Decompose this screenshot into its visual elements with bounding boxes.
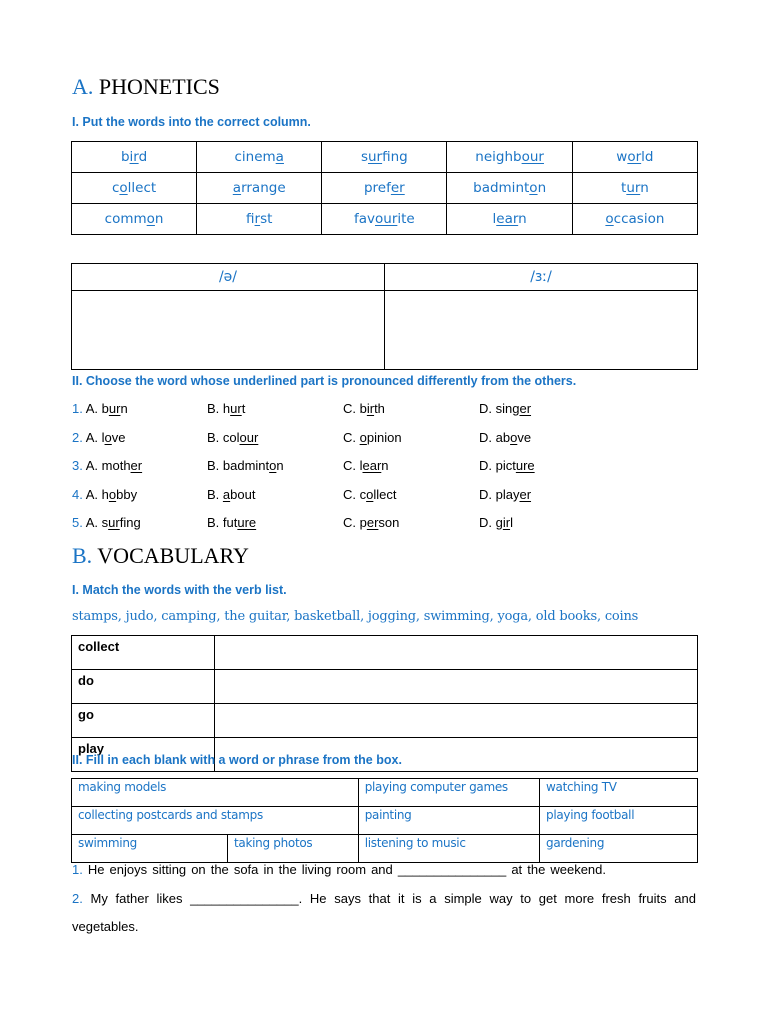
task-a2-heading: II. Choose the word whose underlined part is pronounced differently from the others.	[72, 374, 577, 388]
section-a-title: PHONETICS	[98, 74, 220, 99]
underlined-sound: our	[239, 429, 259, 445]
option-text: B. about	[207, 486, 256, 502]
underlined-sound: o	[529, 180, 538, 196]
option-b[interactable]	[207, 401, 245, 416]
question-number: 1.	[72, 401, 86, 416]
sentence-blank[interactable]: _______________	[397, 862, 507, 877]
verb-label: go	[72, 704, 215, 738]
phrase-box-cell: swimming	[72, 835, 228, 863]
task-a1-heading: I. Put the words into the correct column.	[72, 115, 311, 129]
section-b-title: VOCABULARY	[97, 543, 249, 568]
word: bird	[120, 149, 148, 165]
verb-label: collect	[72, 636, 215, 670]
section-b-letter: B.	[72, 543, 93, 568]
sentence-number: 2.	[72, 891, 83, 906]
phrase-box-cell: taking photos	[228, 835, 359, 863]
question-number: 4.	[72, 486, 86, 502]
word: prefer	[363, 180, 405, 196]
verb-answer-cell[interactable]	[215, 636, 698, 670]
option-d[interactable]	[479, 487, 531, 502]
option-a[interactable]	[72, 430, 126, 445]
option-text: C. learn	[343, 458, 389, 473]
underlined-sound: o	[359, 429, 367, 445]
option-text: D. picture	[479, 458, 535, 473]
word-cell	[447, 204, 572, 235]
phrase-box-cell: painting	[358, 807, 539, 835]
word: common	[104, 211, 164, 227]
sentence-text: at the weekend.	[506, 862, 606, 877]
verb-answer-cell[interactable]	[215, 670, 698, 704]
underlined-sound: o	[119, 180, 128, 196]
option-text: C. collect	[343, 486, 397, 502]
word: cinema	[234, 149, 284, 165]
word-cell	[322, 142, 447, 173]
option-text: A. burn	[85, 401, 128, 416]
word: occasion	[605, 211, 665, 227]
option-c[interactable]	[343, 487, 396, 502]
underlined-sound: o	[605, 211, 614, 227]
option-c[interactable]	[343, 430, 402, 445]
underlined-sound: a	[232, 180, 242, 196]
underlined-sound: o	[366, 486, 374, 502]
option-text: A. love	[85, 429, 126, 445]
option-text: B. hurt	[207, 401, 246, 416]
column-schwa-answer-cell[interactable]	[72, 291, 385, 370]
phrase-box-cell: collecting postcards and stamps	[72, 807, 359, 835]
underlined-sound: or	[627, 149, 642, 165]
word: badminton	[473, 180, 547, 196]
option-text: C. person	[343, 515, 400, 530]
column-er-answer-cell[interactable]	[384, 291, 697, 370]
word-cell	[72, 142, 197, 173]
underlined-sound: ear	[362, 458, 382, 473]
underlined-sound: ear	[496, 211, 519, 227]
word-table	[71, 141, 698, 235]
sentence-blank[interactable]: _______________	[190, 891, 299, 906]
word: world	[616, 149, 654, 165]
underlined-sound: er	[519, 486, 532, 502]
word-cell	[72, 204, 197, 235]
column-er-header: /ɜː/	[384, 264, 697, 291]
underlined-sound: o	[104, 429, 112, 445]
phrase-box-cell: listening to music	[358, 835, 539, 863]
phrase-box-cell: watching TV	[540, 779, 698, 807]
option-text: C. opinion	[343, 429, 402, 445]
word: surfing	[360, 149, 408, 165]
option-text: C. birth	[343, 401, 385, 416]
phrase-box-cell: making models	[72, 779, 359, 807]
sentence-number: 1.	[72, 862, 83, 877]
word: collect	[111, 180, 157, 196]
sentence-text: He enjoys sitting on the sofa in the living room and	[82, 862, 398, 877]
option-a[interactable]	[72, 515, 141, 530]
word-cell	[197, 173, 322, 204]
option-c[interactable]	[343, 458, 389, 473]
word-row	[72, 204, 698, 235]
verb-row	[72, 636, 698, 670]
option-d[interactable]	[479, 401, 531, 416]
question-number: 5.	[72, 515, 86, 530]
word: arrange	[232, 180, 286, 196]
option-text: D. singer	[479, 401, 532, 416]
underlined-sound: ir	[254, 211, 261, 227]
task-b1-heading: I. Match the words with the verb list.	[72, 583, 287, 597]
underlined-sound: our	[521, 149, 544, 165]
word: first	[246, 211, 273, 227]
word-cell	[572, 142, 697, 173]
underlined-sound: ir	[502, 515, 511, 530]
underlined-sound: ure	[515, 458, 535, 473]
question-number: 3.	[72, 458, 86, 473]
word-cell	[447, 173, 572, 204]
sentence-text: . He says that it is a simple way to get more fresh fruits and	[298, 891, 696, 906]
word-cell	[322, 173, 447, 204]
verb-answer-cell[interactable]	[215, 704, 698, 738]
option-a[interactable]	[72, 487, 137, 502]
option-a[interactable]	[72, 458, 142, 473]
option-text: B. colour	[207, 429, 259, 445]
word-row	[72, 142, 698, 173]
phrase-box-cell: playing football	[540, 807, 698, 835]
option-text: D. above	[479, 429, 532, 445]
verb-label: do	[72, 670, 215, 704]
underlined-sound: ur	[108, 401, 121, 416]
underlined-sound: er	[519, 401, 532, 416]
sentence-text: My father likes	[82, 891, 191, 906]
word: turn	[621, 180, 649, 196]
fill-sentence-2	[72, 891, 696, 906]
option-b[interactable]	[207, 487, 255, 502]
question-number: 2.	[72, 429, 86, 445]
sort-table	[71, 263, 698, 370]
underlined-sound: a	[275, 149, 284, 165]
underlined-sound: ir	[366, 401, 375, 416]
option-text: B. badminton	[207, 458, 284, 473]
option-a[interactable]	[72, 401, 128, 416]
word-cell	[197, 204, 322, 235]
underlined-sound: er	[366, 515, 379, 530]
verb-row	[72, 670, 698, 704]
option-text: A. mother	[85, 458, 143, 473]
underlined-sound: ur	[368, 149, 383, 165]
word: neighbour	[475, 149, 544, 165]
column-schwa-header: /ə/	[72, 264, 385, 291]
word: favourite	[353, 211, 415, 227]
underlined-sound: ur	[626, 180, 641, 196]
option-d[interactable]	[479, 515, 513, 530]
option-text: D. player	[479, 486, 532, 502]
fill-sentence-2-continued: vegetables.	[72, 919, 139, 934]
verb-row	[72, 704, 698, 738]
verb-label: play	[72, 738, 215, 772]
verb-table	[71, 635, 698, 772]
option-b[interactable]	[207, 430, 258, 445]
underlined-sound: ur	[108, 515, 120, 530]
word-cell	[72, 173, 197, 204]
word-cell	[197, 142, 322, 173]
option-d[interactable]	[479, 430, 531, 445]
word-cell	[322, 204, 447, 235]
task-b2-heading: II. Fill in each blank with a word or phrase from the box.	[72, 753, 402, 767]
word-list: stamps, judo, camping, the guitar, basketball, jogging, swimming, yoga, old books, coins	[72, 609, 639, 624]
underlined-sound: o	[146, 211, 155, 227]
underlined-sound: er	[390, 180, 405, 196]
word: learn	[492, 211, 527, 227]
underlined-sound: o	[510, 429, 518, 445]
phrase-box-cell: gardening	[540, 835, 698, 863]
underlined-sound: o	[269, 458, 277, 473]
phrase-box-cell: playing computer games	[358, 779, 539, 807]
option-text: A. surfing	[85, 515, 141, 530]
option-b[interactable]	[207, 458, 284, 473]
option-text: B. future	[207, 515, 257, 530]
fill-sentence-1	[72, 862, 606, 877]
word-cell	[572, 204, 697, 235]
underlined-sound: ur	[230, 401, 242, 416]
option-text: A. hobby	[85, 486, 138, 502]
underlined-sound: our	[375, 211, 398, 227]
section-a-letter: A.	[72, 74, 94, 99]
underlined-sound: o	[108, 486, 117, 502]
option-d[interactable]	[479, 458, 535, 473]
option-text: D. girl	[479, 515, 513, 530]
word-cell	[447, 142, 572, 173]
underlined-sound: a	[222, 486, 231, 502]
underlined-sound: ure	[237, 515, 257, 530]
section-b-heading	[72, 543, 249, 569]
underlined-sound: er	[130, 458, 143, 473]
option-b[interactable]	[207, 515, 256, 530]
phrase-box	[71, 778, 698, 863]
section-a-heading	[72, 74, 220, 100]
word-row	[72, 173, 698, 204]
option-c[interactable]	[343, 401, 385, 416]
word-cell	[572, 173, 697, 204]
option-c[interactable]	[343, 515, 399, 530]
underlined-sound: ir	[129, 149, 139, 165]
